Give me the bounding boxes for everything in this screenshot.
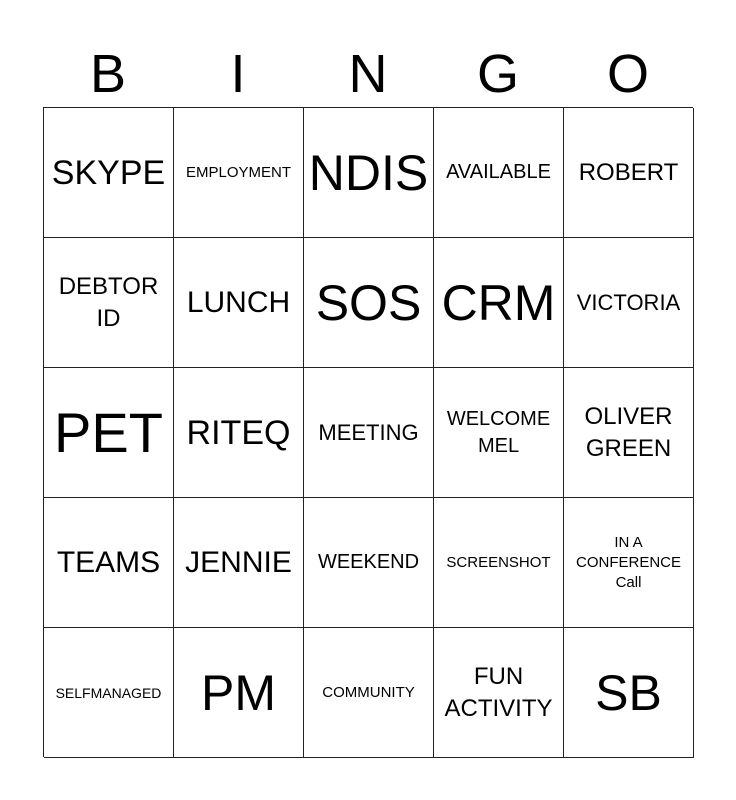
cell-label: ROBERT [578,158,679,186]
bingo-cell-r1-c4[interactable] [434,108,564,238]
cell-label: DEBTOR ID [58,272,159,332]
bingo-cell-r1-c1[interactable] [44,108,174,238]
bingo-cell-r3-c4[interactable] [434,368,564,498]
cell-label: SELFMANAGED [55,684,162,701]
cell-label: WELCOME MEL [446,407,551,457]
header-letter-o: O [606,44,649,104]
bingo-cell-r2-c5[interactable] [564,238,694,368]
bingo-cell-r1-c3[interactable] [304,108,434,238]
cell-label: SCREENSHOT [446,553,551,571]
cell-label: JENNIE [185,545,292,579]
bingo-cell-r4-c4[interactable] [434,498,564,628]
cell-label: EMPLOYMENT [185,163,291,181]
bingo-cell-r1-c5[interactable] [564,108,694,238]
bingo-header [43,40,693,108]
bingo-cell-r4-c1[interactable] [44,498,174,628]
cell-label: OLIVER GREEN [584,402,673,462]
cell-label: RITEQ [186,413,291,452]
cell-label: IN A CONFERENCE Call [575,533,681,591]
cell-label: PM [201,664,276,721]
bingo-cell-r5-c1[interactable] [44,628,174,758]
bingo-cell-r5-c4[interactable] [434,628,564,758]
cell-label: COMMUNITY [322,683,415,701]
cell-label: PET [54,400,163,464]
bingo-cell-r5-c3[interactable] [304,628,434,758]
cell-label: AVAILABLE [446,161,551,183]
cell-label: VICTORIA [576,289,681,315]
cell-label: WEEKEND [317,551,420,573]
cell-label: SOS [315,274,422,331]
cell-label: SB [595,664,662,721]
bingo-cell-r4-c5[interactable] [564,498,694,628]
cell-label: LUNCH [186,285,291,319]
bingo-cell-r3-c1[interactable] [44,368,174,498]
bingo-cell-r5-c2[interactable] [174,628,304,758]
cell-label: MEETING [318,419,419,445]
bingo-cell-r3-c2[interactable] [174,368,304,498]
bingo-cell-r2-c1[interactable] [44,238,174,368]
bingo-cell-r4-c2[interactable] [174,498,304,628]
cell-label: NDIS [308,144,429,201]
bingo-cell-r3-c5[interactable] [564,368,694,498]
bingo-cell-r2-c4[interactable] [434,238,564,368]
cell-label: TEAMS [56,545,161,579]
bingo-cell-r2-c2[interactable] [174,238,304,368]
header-letter-n: N [348,44,388,104]
header-letter-i: I [230,44,246,104]
bingo-cell-r4-c3[interactable] [304,498,434,628]
bingo-board [43,107,693,757]
cell-label: FUN ACTIVITY [444,662,553,722]
cell-label: SKYPE [51,153,166,192]
bingo-cell-r5-c5[interactable] [564,628,694,758]
header-letter-g: G [476,44,519,104]
cell-label: CRM [441,274,556,331]
bingo-cell-r2-c3[interactable] [304,238,434,368]
bingo-cell-r3-c3[interactable] [304,368,434,498]
header-letter-b: B [89,44,127,104]
bingo-cell-r1-c2[interactable] [174,108,304,238]
